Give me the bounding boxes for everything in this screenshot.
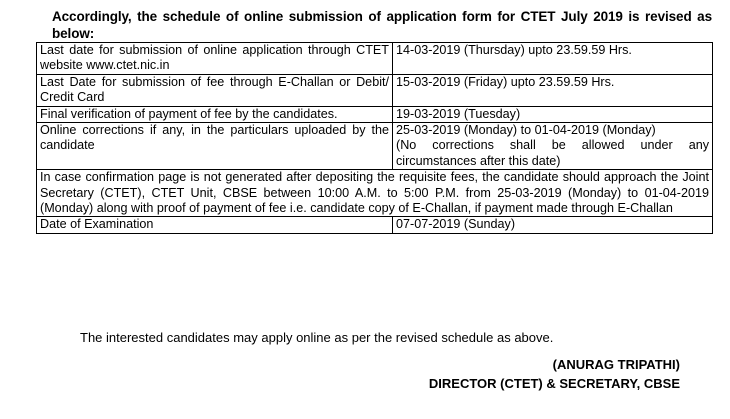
table-row bbox=[37, 123, 713, 170]
row-value: 07-07-2019 (Sunday) bbox=[393, 217, 713, 233]
table-row bbox=[37, 106, 713, 122]
row-value: 19-03-2019 (Tuesday) bbox=[393, 106, 713, 122]
schedule-table bbox=[36, 42, 713, 234]
row-value-cell bbox=[393, 123, 713, 170]
table-row-merged bbox=[37, 170, 713, 217]
row-label: Last date for submission of online application through CTET website www.ctet.nic.in bbox=[37, 43, 393, 75]
row-value: 25-03-2019 (Monday) to 01-04-2019 (Monday) bbox=[396, 123, 656, 138]
signatory-designation: DIRECTOR (CTET) & SECRETARY, CBSE bbox=[428, 376, 680, 391]
table-row bbox=[37, 74, 713, 106]
row-label: Last Date for submission of fee through E-Challan or Debit/ Credit Card bbox=[37, 74, 393, 106]
row-value: 14-03-2019 (Thursday) upto 23.59.59 Hrs. bbox=[393, 43, 713, 75]
merged-note: In case confirmation page is not generated after depositing the requisite fees, the candidate should approach the Joint Secretary (CTET), CTET Unit, CBSE between 10:00 A.M. to 5:00 P.M. from 25-03-2019 (Monday) to 01-04-2019 (Monday) along with proof of payment of fee i.e. candidate copy of E-Challan, if payment made through E-Challan bbox=[37, 170, 713, 217]
table-row bbox=[37, 43, 713, 75]
row-value-note: (No corrections shall be allowed under any circumstances after this date) bbox=[396, 138, 709, 168]
row-label: Final verification of payment of fee by the candidates. bbox=[37, 106, 393, 122]
schedule-heading: Accordingly, the schedule of online submission of application form for CTET July 2019 is revised as below: bbox=[52, 9, 712, 41]
signature-block bbox=[429, 355, 680, 393]
row-value: 15-03-2019 (Friday) upto 23.59.59 Hrs. bbox=[393, 74, 713, 106]
signatory-name: (ANURAG TRIPATHI) bbox=[552, 357, 680, 372]
table-row bbox=[37, 217, 713, 233]
closing-note: The interested candidates may apply online as per the revised schedule as above. bbox=[80, 330, 554, 345]
row-label: Date of Examination bbox=[37, 217, 393, 233]
row-label: Online corrections if any, in the particulars uploaded by the candidate bbox=[37, 123, 393, 170]
